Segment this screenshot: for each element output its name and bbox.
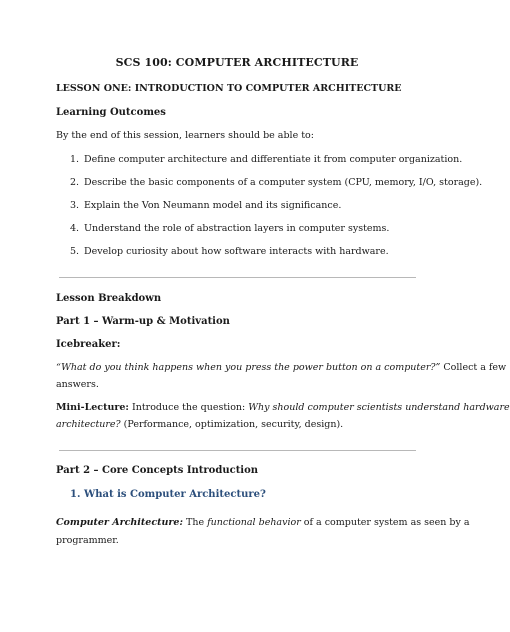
list-item-number: 1. (70, 154, 80, 165)
minilecture-question-end: architecture? (56, 419, 121, 430)
minilecture-question: Why should computer scientists understand hardware (248, 402, 510, 413)
list-item-text: Describe the basic components of a computer system (CPU, memory, I/O, storage). (84, 177, 483, 188)
subheading-what-is-architecture: What is Computer Architecture? (84, 489, 266, 500)
list-item-number: 4. (70, 223, 80, 234)
minilecture-paragraph-line2 (56, 419, 343, 430)
icebreaker-paragraph-line2: answers. (56, 379, 99, 390)
minilecture-text: Introduce the question: (128, 402, 249, 413)
lesson-heading: LESSON ONE: INTRODUCTION TO COMPUTER ARCHITECTURE (56, 83, 402, 94)
definition-term: Computer Architecture: (56, 517, 183, 528)
list-item-text: Explain the Von Neumann model and its significance. (84, 200, 342, 211)
list-item-text: Develop curiosity about how software interacts with hardware. (84, 246, 389, 257)
section-divider (59, 277, 416, 278)
part1-heading: Part 1 – Warm-up & Motivation (56, 316, 230, 327)
icebreaker-quote: “What do you think happens when you press the power button on a computer?” (56, 362, 441, 373)
icebreaker-rest: Collect a few (440, 362, 507, 373)
definition-text-rest: of a computer system as seen by a (300, 517, 470, 528)
definition-text: The (183, 517, 208, 528)
list-item-text: Understand the role of abstraction layers in computer systems. (84, 223, 390, 234)
page-title: SCS 100: COMPUTER ARCHITECTURE (115, 56, 359, 69)
icebreaker-paragraph (56, 362, 506, 373)
icebreaker-label: Icebreaker: (56, 339, 121, 350)
list-item-number: 2. (70, 177, 80, 188)
minilecture-paragraph (56, 402, 510, 413)
list-item-number: 5. (70, 246, 80, 257)
minilecture-label: Mini-Lecture: (56, 402, 129, 413)
section-divider (59, 450, 416, 451)
definition-italic: functional behavior (207, 517, 301, 528)
learning-outcomes-heading: Learning Outcomes (56, 107, 166, 118)
list-item-number: 3. (70, 200, 80, 211)
list-item-text: Define computer architecture and differentiate it from computer organization. (84, 154, 463, 165)
subheading-number: 1. (70, 489, 81, 500)
definition-paragraph (56, 517, 470, 528)
definition-paragraph-line2: programmer. (56, 535, 119, 546)
minilecture-paren: (Performance, optimization, security, design). (120, 419, 344, 430)
learning-outcomes-intro: By the end of this session, learners should be able to: (56, 130, 314, 141)
part2-heading: Part 2 – Core Concepts Introduction (56, 465, 259, 476)
lesson-breakdown-heading: Lesson Breakdown (56, 293, 162, 304)
